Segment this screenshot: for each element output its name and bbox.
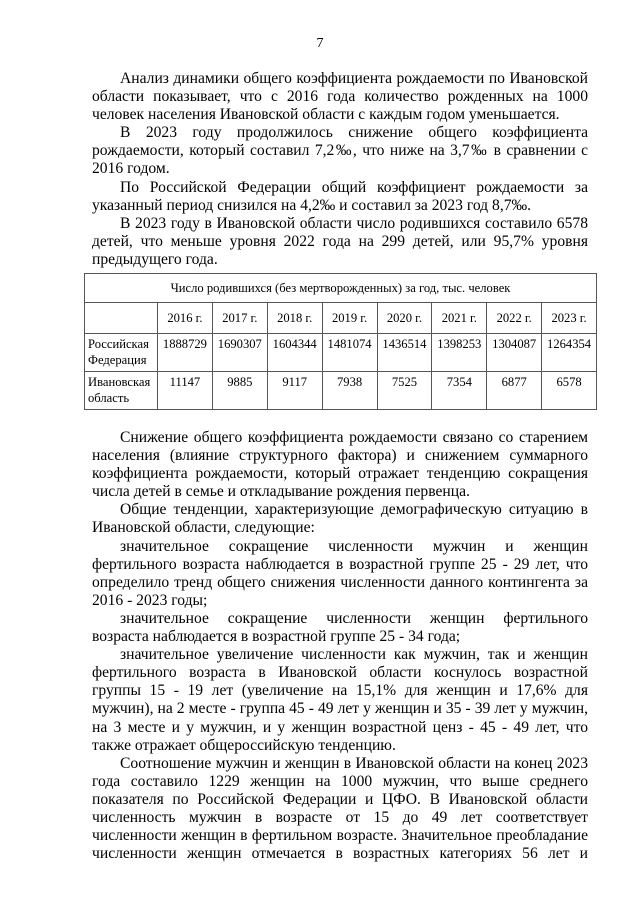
paragraph: В 2023 году в Ивановской области число родившихся составило 6578 детей, что меньше уровня 2022 года на 299 детей, или 95,7% уровня предыдущего года. bbox=[92, 214, 588, 268]
year-header: 2023 г. bbox=[542, 303, 597, 334]
table-cell: 1481074 bbox=[322, 334, 377, 372]
text-block-top bbox=[92, 70, 588, 269]
year-header: 2022 г. bbox=[487, 303, 542, 334]
table-cell: 6578 bbox=[542, 372, 597, 410]
table-row bbox=[85, 372, 597, 410]
year-header: 2018 г. bbox=[267, 303, 322, 334]
table-cell: 1304087 bbox=[487, 334, 542, 372]
table-cell: 1264354 bbox=[542, 334, 597, 372]
table-header-row bbox=[85, 303, 597, 334]
table-cell: 11147 bbox=[158, 372, 213, 410]
births-table bbox=[84, 273, 597, 410]
paragraph: Соотношение мужчин и женщин в Ивановской области на конец 2023 года составило 1229 женщин на 1000 мужчин, что выше среднего показателя по Российской Федерации и ЦФО. В Ивановской области численность мужчин в возрасте от 15 до 49 лет соответствует численности женщин в фертильном возрасте. Значительное преобладание численности женщин отмечается в возрастных категориях 56 лет и bbox=[92, 754, 588, 863]
table-cell: 1604344 bbox=[267, 334, 322, 372]
paragraph: значительное сокращение численности женщин фертильного возраста наблюдается в возрастной группе 25 - 34 года; bbox=[92, 609, 588, 646]
row-label: Российская Федерация bbox=[85, 334, 158, 372]
paragraph: По Российской Федерации общий коэффициент рождаемости за указанный период снизился на 4,2‰ и составил за 2023 год 8,7‰. bbox=[92, 178, 588, 214]
table-cell: 9117 bbox=[267, 372, 322, 410]
table-cell: 1436514 bbox=[377, 334, 432, 372]
table-row bbox=[85, 334, 597, 372]
row-label: Ивановская область bbox=[85, 372, 158, 410]
table-cell: 1888729 bbox=[158, 334, 213, 372]
paragraph: Снижение общего коэффициента рождаемости связано со старением населения (влияние структурного фактора) и снижением суммарного коэффициента рождаемости, который отражает тенденцию сокращения числа детей в семье и откладывание рождения первенца. bbox=[92, 429, 588, 501]
paragraph: Общие тенденции, характеризующие демографическую ситуацию в Ивановской области, следующие: bbox=[92, 501, 588, 537]
table-cell: 1398253 bbox=[432, 334, 487, 372]
year-header: 2017 г. bbox=[212, 303, 267, 334]
year-header: 2019 г. bbox=[322, 303, 377, 334]
year-header: 2021 г. bbox=[432, 303, 487, 334]
table-cell: 1690307 bbox=[212, 334, 267, 372]
table-cell: 7938 bbox=[322, 372, 377, 410]
table-cell: 9885 bbox=[212, 372, 267, 410]
text-block-bottom bbox=[92, 429, 588, 863]
table-caption: Число родившихся (без мертворожденных) за год, тыс. человек bbox=[85, 274, 597, 303]
paragraph: значительное увеличение численности как мужчин, так и женщин фертильного возраста в Ивановской области коснулось возрастной группы 15 - 19 лет (увеличение на 15,1% для женщин и 17,6% для мужчин), на 2 месте - группа 45 - 49 лет у женщин и 35 - 39 лет у мужчин, на 3 месте и у мужчин, и у женщин возрастной ценз - 45 - 49 лет, что также отражает общероссийскую тенденцию. bbox=[92, 646, 588, 754]
year-header: 2020 г. bbox=[377, 303, 432, 334]
page-number: 7 bbox=[316, 36, 324, 51]
paragraph: значительное сокращение численности мужчин и женщин фертильного возраста наблюдается в возрастной группе 25 - 29 лет, что определило тренд общего снижения численности данного контингента за 2016 - 2023 годы; bbox=[92, 537, 588, 609]
paragraph: В 2023 году продолжилось снижение общего коэффициента рождаемости, который составил 7,2‰, что ниже на 3,7‰ в сравнении с 2016 годом. bbox=[92, 124, 588, 178]
table-cell: 6877 bbox=[487, 372, 542, 410]
paragraph: Анализ динамики общего коэффициента рождаемости по Ивановской области показывает, что с 2016 года количество рожденных на 1000 человек населения Ивановской области с каждым годом уменьшается. bbox=[92, 70, 588, 124]
year-header: 2016 г. bbox=[158, 303, 213, 334]
table-cell: 7525 bbox=[377, 372, 432, 410]
empty-header-cell bbox=[85, 303, 158, 334]
table-cell: 7354 bbox=[432, 372, 487, 410]
